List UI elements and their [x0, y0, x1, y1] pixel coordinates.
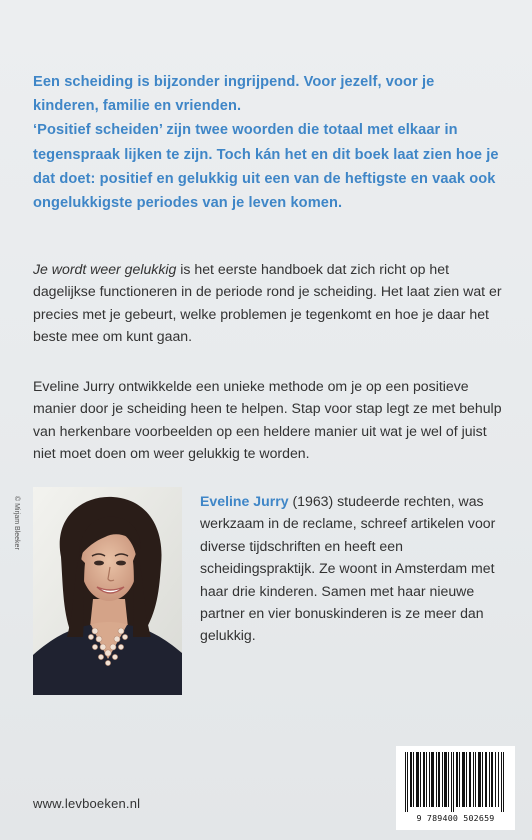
intro-line-2: ‘Positief scheiden’ zijn twee woorden die totaal met elkaar in tegenspraak lijken te zijn. Toch kán het en dit boek laat zien hoe je dat doet: positief en gelukkig uit een van de heftigste en vaak ook ongelukkigste periodes van je leven komen. — [33, 122, 499, 212]
author-photo — [33, 487, 182, 695]
description-paragraph-2 — [33, 375, 508, 465]
intro-blurb — [33, 70, 503, 215]
barcode-bars — [405, 752, 506, 812]
author-bio-text: (1963) studeerde rechten, was werkzaam in de reclame, schreef artikelen voor diverse tijdschriften en heeft een scheidingspraktijk. Ze woont in Amsterdam met haar drie kinderen. Samen met haar nieuwe partner en vier bonuskinderen is ze meer dan gelukkig. — [200, 493, 496, 644]
author-bio — [200, 490, 500, 647]
photo-credit-text: © Mirjam Bleeker — [13, 496, 20, 550]
paragraph-2-text: Eveline Jurry ontwikkelde een unieke methode om je op een positieve manier door je scheiding heen te helpen. Stap voor stap legt ze met behulp van herkenbare voorbeelden op een heldere manier uit wat je wel of juist niet moet doen om weer gelukkig te worden. — [33, 378, 502, 462]
author-name: Eveline Jurry — [200, 493, 289, 509]
description-paragraph-1 — [33, 258, 508, 348]
publisher-website: www.levboeken.nl — [33, 796, 141, 811]
isbn-digits: 9 789400 502659 — [416, 813, 495, 823]
intro-line-1: Een scheiding is bijzonder ingrijpend. Voor jezelf, voor je kinderen, familie en vrienden. — [33, 74, 435, 115]
paragraph-1-text: is het eerste handboek dat zich richt op het dagelijkse functioneren in de periode rond je scheiding. Het laat zien wat er precies met je gebeurt, welke problemen je tegenkomt en hoe je daar het beste mee om kunt gaan. — [33, 261, 502, 345]
book-title-italic: Je wordt weer gelukkig — [33, 261, 177, 277]
author-portrait-image — [33, 487, 182, 695]
isbn-barcode — [396, 746, 515, 830]
photo-credit — [10, 496, 24, 576]
